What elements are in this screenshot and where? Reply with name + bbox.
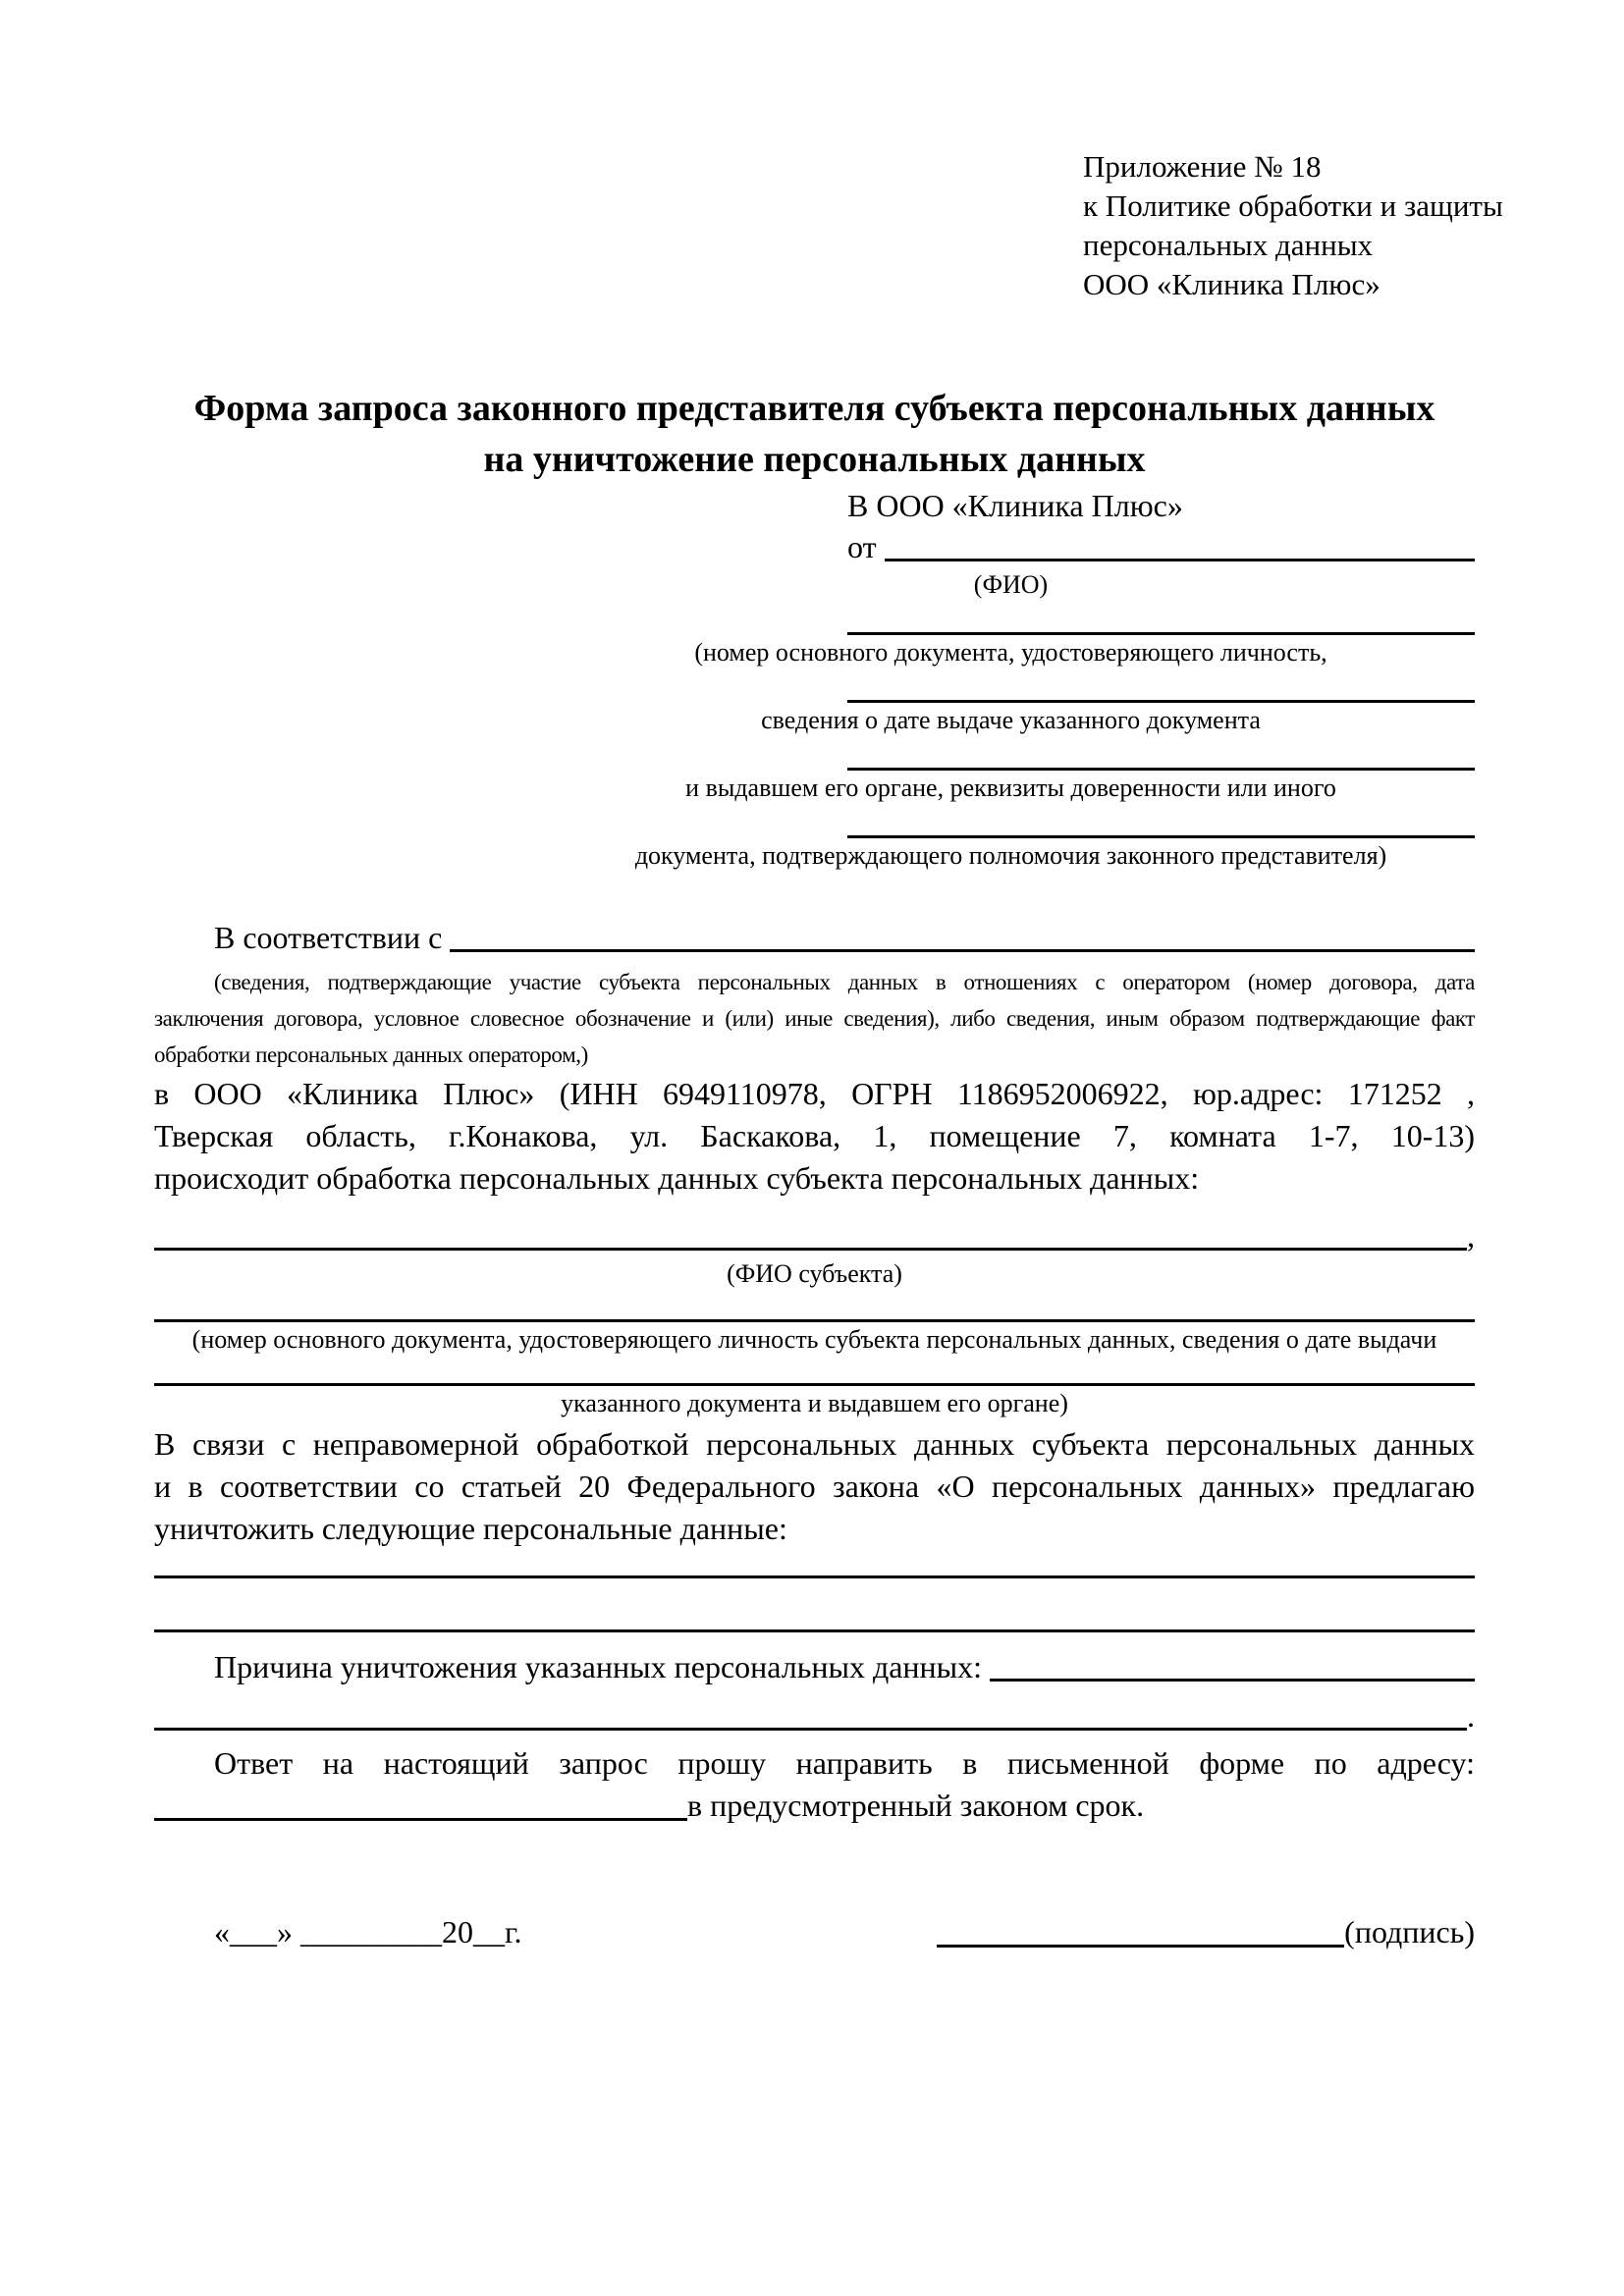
spacer	[877, 526, 885, 567]
operator-line: в ООО «Клиника Плюс» (ИНН 6949110978, ОГРН 1186952006922, юр.адрес: 171252 ,	[154, 1076, 1475, 1111]
appendix-header-line: персональных данных	[1083, 228, 1374, 262]
from-field	[847, 526, 1475, 567]
doc-caption: (номер основного документа, удостоверяющего личность,	[694, 638, 1327, 667]
subject-fio-trailing: ,	[1467, 1218, 1475, 1254]
date-signature-row	[154, 1911, 1475, 1953]
signature-blank-line	[937, 1915, 1344, 1948]
signature-caption: (подпись)	[1344, 1914, 1475, 1949]
request-line: и в соответствии со статьей 20 Федерального закона «О персональных данных» предлагаю	[154, 1468, 1475, 1504]
appendix-header	[1083, 147, 1503, 304]
request-paragraph	[154, 1423, 1475, 1550]
appendix-header-line: к Политике обработки и защиты	[1083, 188, 1503, 223]
fine-print-line: заключения договора, условное словесное обозначение и (или) иные сведения), либо сведения, иным образом подтверждающие факт	[154, 1006, 1475, 1031]
form-title-line: на уничтожение персональных данных	[483, 439, 1146, 480]
appendix-header-line: Приложение № 18	[1083, 149, 1322, 184]
form-title	[154, 383, 1475, 485]
fine-print-line: (сведения, подтверждающие участие субъекта персональных данных в отношениях с оператором (номер договора, дата	[214, 970, 1475, 994]
answer-paragraph	[154, 1742, 1475, 1785]
fine-print	[154, 964, 1475, 1073]
reason-field	[154, 1646, 1475, 1687]
addressee-block	[154, 485, 1475, 874]
reason-trailing-dot: .	[1467, 1698, 1475, 1734]
reason-label: Причина уничтожения указанных персональных данных:	[214, 1649, 983, 1684]
spacer	[982, 1646, 990, 1687]
addressee-to: В ООО «Клиника Плюс»	[847, 488, 1183, 523]
signature-group	[937, 1911, 1475, 1953]
form-title-line: Форма запроса законного представителя субъекта персональных данных	[193, 388, 1435, 429]
operator-line: Тверская область, г.Конакова, ул. Баскакова, 1, помещение 7, комната 1-7, 10-13)	[154, 1118, 1475, 1153]
appendix-header-line: ООО «Клиника Плюс»	[1083, 267, 1380, 301]
doc-caption: и выдавшем его органе, реквизиты доверенности или иного	[685, 774, 1336, 802]
subject-fio-caption: (ФИО субъекта)	[727, 1259, 902, 1288]
request-line: В связи с неправомерной обработкой персональных данных субъекта персональных данных	[154, 1426, 1475, 1462]
spacer	[442, 917, 450, 958]
accordance-blank-line	[450, 949, 1475, 952]
reason-continuation	[154, 1695, 1475, 1736]
doc-caption: сведения о дате выдаче указанного документа	[761, 706, 1261, 734]
reason-blank-line2	[154, 1728, 1467, 1731]
accordance-label: В соответствии с	[214, 920, 443, 955]
data-blank-line	[154, 1629, 1475, 1632]
subject-fio-field	[154, 1215, 1475, 1256]
answer-address-field	[154, 1785, 1475, 1827]
doc-caption: документа, подтверждающего полномочия законного представителя)	[634, 841, 1387, 870]
date-blank: «___» _________20__г.	[214, 1914, 522, 1949]
answer-line: Ответ на настоящий запрос прошу направить в письменной форме по адресу:	[214, 1745, 1475, 1781]
subject-doc-caption: указанного документа и выдавшем его органе)	[561, 1389, 1068, 1417]
subject-fio-blank-line	[154, 1248, 1467, 1251]
accordance-field	[154, 917, 1475, 958]
address-blank-line	[154, 1785, 687, 1821]
fio-caption: (ФИО)	[973, 570, 1049, 599]
operator-paragraph	[154, 1073, 1475, 1200]
reason-blank-line	[990, 1679, 1475, 1682]
request-line: уничтожить следующие персональные данные:	[154, 1511, 787, 1546]
fio-blank-line	[885, 559, 1475, 561]
subject-doc-caption: (номер основного документа, удостоверяющего личность субъекта персональных данных, сведения о дате выдачи	[191, 1325, 1437, 1354]
operator-line: происходит обработка персональных данных субъекта персональных данных:	[154, 1160, 1200, 1196]
fine-print-line: обработки персональных данных оператором,)	[154, 1042, 588, 1067]
data-blank-line	[154, 1575, 1475, 1578]
from-label: от	[847, 529, 877, 564]
answer-tail-text: в предусмотренный законом срок.	[687, 1788, 1145, 1823]
